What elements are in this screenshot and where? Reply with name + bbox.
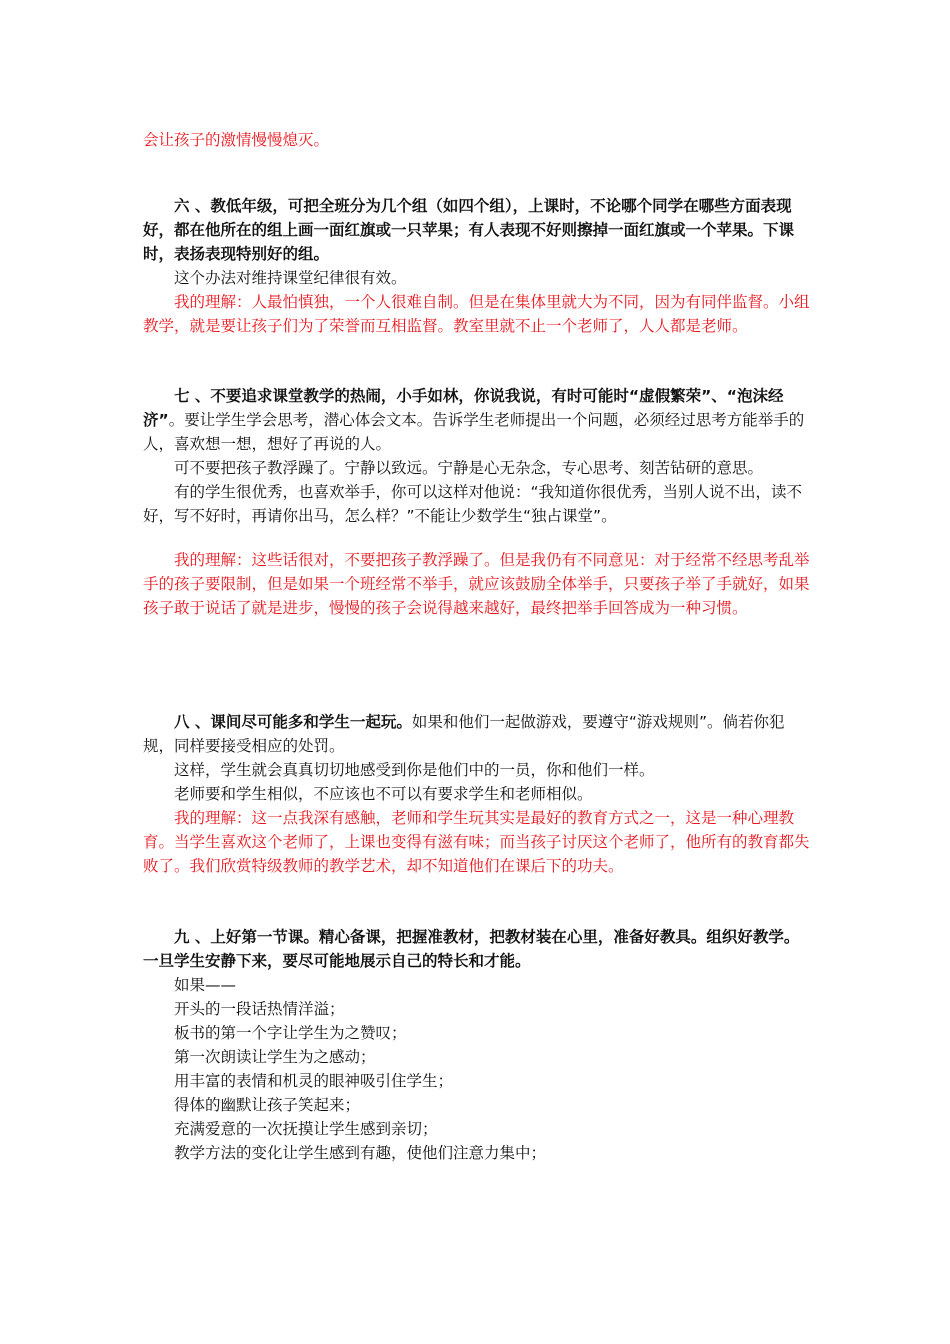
section-9-heading: 九 、上好第一节课。精心备课，把握准教材，把教材装在心里，准备好教具。组织好教学。一旦学生安静下来，要尽可能地展示自己的特长和才能。 xyxy=(143,928,800,970)
section-9-list xyxy=(143,973,811,1165)
section-6-heading: 六 、教低年级，可把全班分为几个组（如四个组），上课时，不论哪个同学在哪些方面表现好，都在他所在的组上画一面红旗或一只苹果；有人表现不好则擦掉一面红旗或一个苹果。下课时，表扬表现特别好的组。 xyxy=(143,197,795,263)
section-9-line: 得体的幽默让孩子笑起来； xyxy=(174,1096,361,1114)
section-8-heading xyxy=(143,710,811,758)
section-9-line: 教学方法的变化让学生感到有趣，使他们注意力集中； xyxy=(174,1144,547,1162)
section-7-paragraph-2: 可不要把孩子教浮躁了。宁静以致远。宁静是心无杂念，专心思考、刻苦钻研的意思。 xyxy=(174,459,764,477)
section-6-body: 这个办法对维持课堂纪律很有效。 xyxy=(174,269,407,287)
section-6 xyxy=(143,194,811,338)
section-9-line: 开头的一段话热情洋溢； xyxy=(174,1000,345,1018)
section-8-note: 我的理解：这一点我深有感触，老师和学生玩其实是最好的教育方式之一，这是一种心理教育。当学生喜欢这个老师了，上课也变得有滋有味；而当孩子讨厌这个老师了，他所有的教育都失败了。我们欣赏特级教师的教学艺术，却不知道他们在课后下的功夫。 xyxy=(143,809,810,875)
intro-fragment xyxy=(143,128,811,152)
section-9-line: 用丰富的表情和机灵的眼神吸引住学生； xyxy=(174,1072,454,1090)
intro-red-line: 会让孩子的激情慢慢熄灭。 xyxy=(143,131,330,149)
section-8-paragraph-3: 老师要和学生相似，不应该也不可以有要求学生和老师相似。 xyxy=(174,785,593,803)
section-9-line: 第一次朗读让学生为之感动； xyxy=(174,1048,376,1066)
section-7-heading-bold: 七 、不要追求课堂教学的热闹，小手如林，你说我说，有时可能时“虚假繁荣”、“泡沫经济” xyxy=(143,387,784,429)
section-7-heading xyxy=(143,384,811,456)
section-9-line: 如果—— xyxy=(174,976,237,994)
section-8 xyxy=(143,710,811,878)
section-9 xyxy=(143,925,811,1165)
section-8-heading-bold: 八 、课间尽可能多和学生一起玩。 xyxy=(174,713,412,731)
section-7-paragraph-3: 有的学生很优秀，也喜欢举手，你可以这样对他说：“我知道你很优秀，当别人说不出，读不好，写不好时，再请你出马，怎么样？”不能让少数学生“独占课堂”。 xyxy=(143,483,803,525)
section-8-heading-rest: 如果和他们一起做游戏，要遵守“游戏规则”。倘若你犯规，同样要接受相应的处罚。 xyxy=(143,713,785,755)
section-8-paragraph-2: 这样，学生就会真真切切地感受到你是他们中的一员，你和他们一样。 xyxy=(174,761,655,779)
section-6-note: 我的理解：人最怕慎独，一个人很难自制。但是在集体里就大为不同，因为有同伴监督。小组教学，就是要让孩子们为了荣誉而互相监督。教室里就不止一个老师了，人人都是老师。 xyxy=(143,293,810,335)
section-9-line: 板书的第一个字让学生为之赞叹； xyxy=(174,1024,407,1042)
section-7 xyxy=(143,384,811,620)
section-7-heading-rest: 。要让学生学会思考，潜心体会文本。告诉学生老师提出一个问题，必须经过思考方能举手的人，喜欢想一想，想好了再说的人。 xyxy=(143,411,805,453)
section-9-line: 充满爱意的一次抚摸让学生感到亲切； xyxy=(174,1120,438,1138)
section-7-note: 我的理解：这些话很对，不要把孩子教浮躁了。但是我仍有不同意见：对于经常不经思考乱举手的孩子要限制，但是如果一个班经常不举手，就应该鼓励全体举手，只要孩子举了手就好，如果孩子敢于说话了就是进步，慢慢的孩子会说得越来越好，最终把举手回答成为一种习惯。 xyxy=(143,551,810,617)
